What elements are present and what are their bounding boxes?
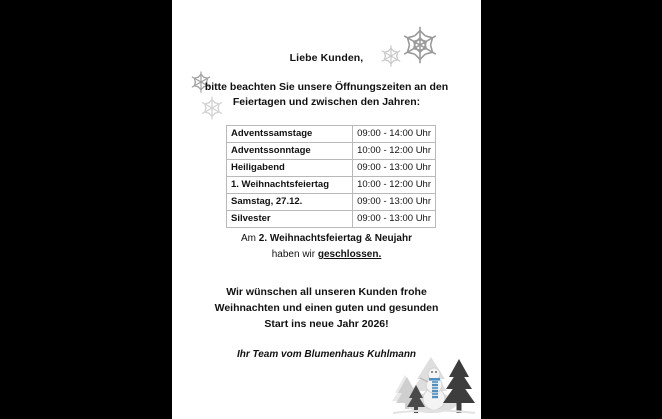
letterbox-bar-right [481, 0, 662, 419]
hours-row-label: Samstag, 27.12. [227, 194, 353, 211]
hours-row-time: 09:00 - 13:00 Uhr [353, 160, 436, 177]
table-row [227, 143, 436, 160]
hours-row-label: Silvester [227, 211, 353, 228]
closing-notice-line-2 [172, 249, 481, 262]
hours-row-time: 10:00 - 12:00 Uhr [353, 143, 436, 160]
closing-notice-verb: haben wir [271, 249, 318, 260]
hours-row-label: Adventssonntage [227, 143, 353, 160]
table-row [227, 194, 436, 211]
opening-hours-table-body [227, 126, 436, 228]
hours-row-label: 1. Weihnachtsfeiertag [227, 177, 353, 194]
wish-line-1: Wir wünschen all unseren Kunden frohe [226, 286, 427, 298]
closing-notice-days: 2. Weihnachtsfeiertag & Neujahr [258, 233, 412, 244]
intro-line-1: bitte beachten Sie unsere Öffnungszeiten an den [204, 81, 449, 93]
hours-row-time: 09:00 - 13:00 Uhr [353, 211, 436, 228]
hours-row-time: 09:00 - 14:00 Uhr [353, 126, 436, 143]
hours-row-time: 09:00 - 13:00 Uhr [353, 194, 436, 211]
greeting-text: Liebe Kunden, [289, 52, 364, 64]
flyer-page [172, 0, 481, 419]
letterbox-bar-left [0, 0, 172, 419]
table-row [227, 177, 436, 194]
opening-hours-table [226, 125, 436, 228]
closed-emphasis: geschlossen. [317, 249, 382, 260]
wish-line-2: Weihnachten und einen guten und gesunden [214, 302, 439, 314]
hours-row-label: Heiligabend [227, 160, 353, 177]
wish-line-3: Start ins neue Jahr 2026! [264, 318, 389, 330]
table-row [227, 160, 436, 177]
table-row [227, 211, 436, 228]
hours-row-time: 10:00 - 12:00 Uhr [353, 177, 436, 194]
table-row [227, 126, 436, 143]
hours-row-label: Adventssamstage [227, 126, 353, 143]
closing-notice-line-1 [172, 233, 481, 246]
intro-line-2: Feiertagen und zwischen den Jahren: [232, 96, 421, 108]
closing-notice-prefix: Am [241, 233, 259, 244]
signature-text: Ihr Team vom Blumenhaus Kuhlmann [236, 349, 417, 360]
